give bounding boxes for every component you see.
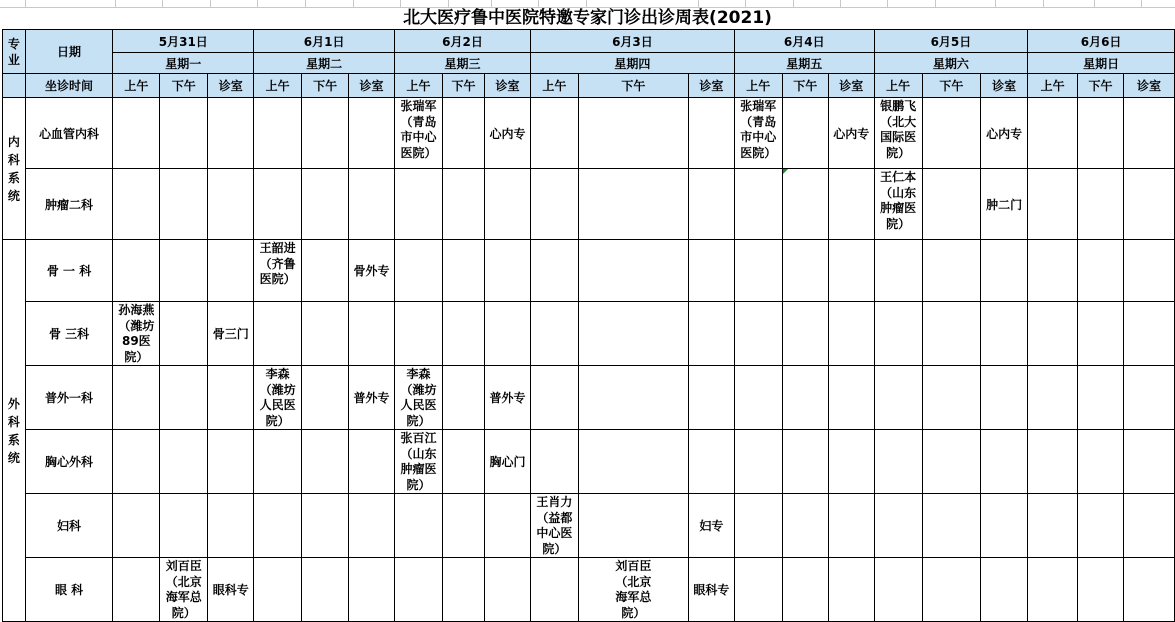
doctor-cell	[734, 302, 782, 366]
room-cell	[1123, 430, 1174, 494]
doctor-cell	[922, 98, 981, 169]
doctor-cell	[442, 169, 484, 240]
room-cell	[208, 169, 254, 240]
doctor-cell	[1028, 558, 1078, 622]
doctor-cell	[1078, 240, 1124, 302]
doctor-cell	[1078, 366, 1124, 430]
room-header: 诊室	[349, 74, 395, 98]
doctor-cell	[113, 430, 160, 494]
room-cell	[981, 494, 1028, 558]
doctor-cell	[922, 302, 981, 366]
doctor-cell	[1078, 302, 1124, 366]
doctor-cell	[578, 98, 688, 169]
department-name: 妇科	[25, 494, 113, 558]
department-name: 普外一科	[25, 366, 113, 430]
afternoon-header: 下午	[578, 74, 688, 98]
doctor-cell	[442, 98, 484, 169]
room-cell	[828, 494, 874, 558]
doctor-cell	[1078, 494, 1124, 558]
doctor-cell	[1028, 366, 1078, 430]
doctor-cell	[254, 494, 302, 558]
doctor-cell	[160, 430, 208, 494]
doctor-cell	[874, 430, 922, 494]
department-name: 眼 科	[25, 558, 113, 622]
room-cell	[349, 169, 395, 240]
doctor-cell	[578, 558, 688, 622]
morning-header: 上午	[734, 74, 782, 98]
doctor-name: 李森（潍坊人民医院）	[400, 367, 437, 428]
room-cell: 眼科专	[208, 558, 254, 622]
doctor-cell	[395, 240, 443, 302]
room-cell	[208, 98, 254, 169]
room-cell: 普外专	[349, 366, 395, 430]
doctor-cell	[734, 98, 782, 169]
doctor-cell	[302, 430, 349, 494]
room-cell	[1123, 494, 1174, 558]
doctor-cell	[113, 494, 160, 558]
room-cell	[828, 366, 874, 430]
date-cell: 6月4日	[734, 30, 874, 53]
weekday-cell: 星期二	[254, 53, 395, 74]
doctor-cell	[530, 366, 578, 430]
doctor-name: 刘百臣（北京海军总院）	[615, 559, 652, 620]
doctor-name: 王肖力（益都中心医院）	[536, 495, 573, 556]
doctor-cell	[530, 98, 578, 169]
doctor-name: 张瑞军（青岛市中心医院）	[400, 99, 437, 160]
department-name: 肿瘤二科	[25, 169, 113, 240]
doctor-cell	[782, 240, 828, 302]
date-header: 日期	[25, 30, 113, 74]
doctor-name: 王仁本（山东肿瘤医院）	[880, 170, 917, 231]
doctor-cell	[734, 240, 782, 302]
room-cell	[828, 430, 874, 494]
doctor-cell	[160, 302, 208, 366]
doctor-cell	[254, 430, 302, 494]
doctor-cell	[578, 366, 688, 430]
doctor-cell	[578, 169, 688, 240]
department-name: 胸心外科	[25, 430, 113, 494]
doctor-cell	[922, 558, 981, 622]
doctor-cell	[530, 494, 578, 558]
room-cell	[349, 430, 395, 494]
doctor-cell	[922, 366, 981, 430]
doctor-cell	[922, 240, 981, 302]
room-cell	[828, 558, 874, 622]
doctor-cell	[160, 366, 208, 430]
room-cell	[981, 302, 1028, 366]
doctor-cell	[530, 240, 578, 302]
doctor-name: 孙海燕（潍坊89医院）	[118, 303, 155, 364]
department-name: 骨 三科	[25, 302, 113, 366]
doctor-cell	[442, 366, 484, 430]
doctor-cell	[442, 494, 484, 558]
date-cell: 5月31日	[113, 30, 254, 53]
room-cell	[828, 240, 874, 302]
room-cell	[981, 558, 1028, 622]
doctor-cell	[395, 366, 443, 430]
doctor-cell	[302, 558, 349, 622]
doctor-cell	[874, 494, 922, 558]
doctor-cell	[302, 169, 349, 240]
room-cell	[349, 302, 395, 366]
doctor-cell	[874, 169, 922, 240]
doctor-name: 张百江（山东肿瘤医院）	[400, 431, 437, 492]
afternoon-header: 下午	[442, 74, 484, 98]
doctor-cell	[442, 558, 484, 622]
date-cell: 6月3日	[530, 30, 734, 53]
doctor-cell	[734, 169, 782, 240]
date-cell: 6月1日	[254, 30, 395, 53]
morning-header: 上午	[113, 74, 160, 98]
afternoon-header: 下午	[160, 74, 208, 98]
doctor-cell	[874, 240, 922, 302]
room-header: 诊室	[828, 74, 874, 98]
doctor-cell	[782, 98, 828, 169]
room-cell	[208, 366, 254, 430]
room-cell: 普外专	[485, 366, 531, 430]
weekday-cell: 星期五	[734, 53, 874, 74]
doctor-cell	[113, 240, 160, 302]
date-cell: 6月5日	[874, 30, 1027, 53]
doctor-cell	[395, 169, 443, 240]
doctor-cell	[302, 494, 349, 558]
page-title: 北大医疗鲁中医院特邀专家门诊出诊周表(2021)	[403, 8, 772, 28]
morning-header: 上午	[254, 74, 302, 98]
afternoon-header: 下午	[1078, 74, 1124, 98]
morning-header: 上午	[530, 74, 578, 98]
doctor-cell	[1028, 98, 1078, 169]
afternoon-header: 下午	[922, 74, 981, 98]
room-cell	[208, 494, 254, 558]
doctor-cell	[254, 366, 302, 430]
room-cell: 心内专	[828, 98, 874, 169]
room-cell	[981, 240, 1028, 302]
room-cell	[1123, 169, 1174, 240]
room-cell	[1123, 558, 1174, 622]
weekday-cell: 星期三	[395, 53, 531, 74]
room-cell	[828, 169, 874, 240]
date-cell: 6月6日	[1028, 30, 1175, 53]
doctor-cell	[160, 240, 208, 302]
corner-cell	[3, 74, 26, 98]
room-cell	[981, 366, 1028, 430]
doctor-name: 银鹏飞（北大国际医院）	[880, 99, 917, 160]
doctor-cell	[734, 494, 782, 558]
room-header: 诊室	[485, 74, 531, 98]
room-cell	[349, 98, 395, 169]
doctor-cell	[254, 98, 302, 169]
doctor-cell	[254, 558, 302, 622]
doctor-cell	[530, 302, 578, 366]
doctor-cell	[442, 240, 484, 302]
doctor-cell	[874, 366, 922, 430]
doctor-name: 王韶进（齐鲁医院）	[259, 241, 296, 286]
doctor-name: 刘百臣（北京海军总院）	[165, 559, 202, 620]
room-cell	[485, 558, 531, 622]
afternoon-header: 下午	[782, 74, 828, 98]
doctor-cell	[922, 169, 981, 240]
doctor-cell	[874, 302, 922, 366]
room-cell	[1123, 98, 1174, 169]
doctor-cell	[113, 98, 160, 169]
doctor-cell	[734, 430, 782, 494]
category-surgical: 外 科 系 统	[3, 240, 26, 622]
schedule-table	[2, 29, 1175, 622]
room-cell	[1123, 366, 1174, 430]
doctor-cell	[1028, 494, 1078, 558]
room-cell	[349, 494, 395, 558]
doctor-cell	[160, 494, 208, 558]
room-cell	[688, 302, 734, 366]
doctor-cell	[530, 430, 578, 494]
doctor-cell	[254, 169, 302, 240]
doctor-name: 李森（潍坊人民医院）	[259, 367, 296, 428]
doctor-cell	[578, 240, 688, 302]
doctor-cell	[160, 558, 208, 622]
department-name: 心血管内科	[25, 98, 113, 169]
room-header: 诊室	[688, 74, 734, 98]
doctor-cell	[442, 302, 484, 366]
doctor-cell	[254, 302, 302, 366]
doctor-cell	[922, 430, 981, 494]
doctor-cell	[1078, 558, 1124, 622]
doctor-cell	[578, 430, 688, 494]
doctor-cell	[530, 169, 578, 240]
room-cell	[688, 430, 734, 494]
doctor-cell	[1028, 169, 1078, 240]
room-cell	[981, 430, 1028, 494]
room-header: 诊室	[208, 74, 254, 98]
weekday-cell: 星期日	[1028, 53, 1175, 74]
room-cell	[485, 302, 531, 366]
room-cell	[688, 366, 734, 430]
doctor-cell	[160, 98, 208, 169]
room-cell: 妇专	[688, 494, 734, 558]
doctor-cell	[782, 169, 828, 240]
doctor-cell	[782, 494, 828, 558]
doctor-cell	[578, 494, 688, 558]
doctor-cell	[530, 558, 578, 622]
doctor-cell	[113, 169, 160, 240]
doctor-name: 张瑞军（青岛市中心医院）	[740, 99, 777, 160]
category-internal: 内 科 系 统	[3, 98, 26, 240]
weekday-cell: 星期四	[530, 53, 734, 74]
doctor-cell	[442, 430, 484, 494]
room-cell	[485, 240, 531, 302]
doctor-cell	[302, 98, 349, 169]
doctor-cell	[302, 240, 349, 302]
room-cell: 眼科专	[688, 558, 734, 622]
doctor-cell	[1078, 430, 1124, 494]
date-cell: 6月2日	[395, 30, 531, 53]
doctor-cell	[1028, 240, 1078, 302]
doctor-cell	[782, 558, 828, 622]
doctor-cell	[113, 302, 160, 366]
doctor-cell	[1078, 169, 1124, 240]
time-header: 坐诊时间	[25, 74, 113, 98]
room-cell	[688, 98, 734, 169]
room-cell	[208, 430, 254, 494]
room-cell: 骨外专	[349, 240, 395, 302]
weekday-cell: 星期六	[874, 53, 1027, 74]
doctor-cell	[578, 302, 688, 366]
room-cell: 肿二门	[981, 169, 1028, 240]
doctor-cell	[395, 98, 443, 169]
doctor-cell	[254, 240, 302, 302]
weekday-cell: 星期一	[113, 53, 254, 74]
specialty-header: 专 业	[3, 30, 26, 74]
room-cell: 胸心门	[485, 430, 531, 494]
room-cell: 骨三门	[208, 302, 254, 366]
room-cell	[485, 169, 531, 240]
doctor-cell	[782, 430, 828, 494]
doctor-cell	[782, 366, 828, 430]
room-cell: 心内专	[485, 98, 531, 169]
doctor-cell	[922, 494, 981, 558]
room-header: 诊室	[981, 74, 1028, 98]
room-cell	[208, 240, 254, 302]
doctor-cell	[395, 494, 443, 558]
doctor-cell	[734, 558, 782, 622]
room-header: 诊室	[1123, 74, 1174, 98]
morning-header: 上午	[874, 74, 922, 98]
room-cell: 心内专	[981, 98, 1028, 169]
room-cell	[1123, 240, 1174, 302]
doctor-cell	[1078, 98, 1124, 169]
doctor-cell	[160, 169, 208, 240]
room-cell	[1123, 302, 1174, 366]
morning-header: 上午	[395, 74, 443, 98]
room-cell	[828, 302, 874, 366]
doctor-cell	[1028, 302, 1078, 366]
doctor-cell	[113, 366, 160, 430]
doctor-cell	[395, 558, 443, 622]
doctor-cell	[1028, 430, 1078, 494]
doctor-cell	[874, 558, 922, 622]
department-name: 骨 一 科	[25, 240, 113, 302]
doctor-cell	[113, 558, 160, 622]
morning-header: 上午	[1028, 74, 1078, 98]
room-cell	[485, 494, 531, 558]
doctor-cell	[395, 430, 443, 494]
doctor-cell	[734, 366, 782, 430]
doctor-cell	[874, 98, 922, 169]
room-cell	[349, 558, 395, 622]
doctor-cell	[395, 302, 443, 366]
room-cell	[688, 169, 734, 240]
afternoon-header: 下午	[302, 74, 349, 98]
doctor-cell	[782, 302, 828, 366]
doctor-cell	[302, 302, 349, 366]
doctor-cell	[302, 366, 349, 430]
room-cell	[688, 240, 734, 302]
